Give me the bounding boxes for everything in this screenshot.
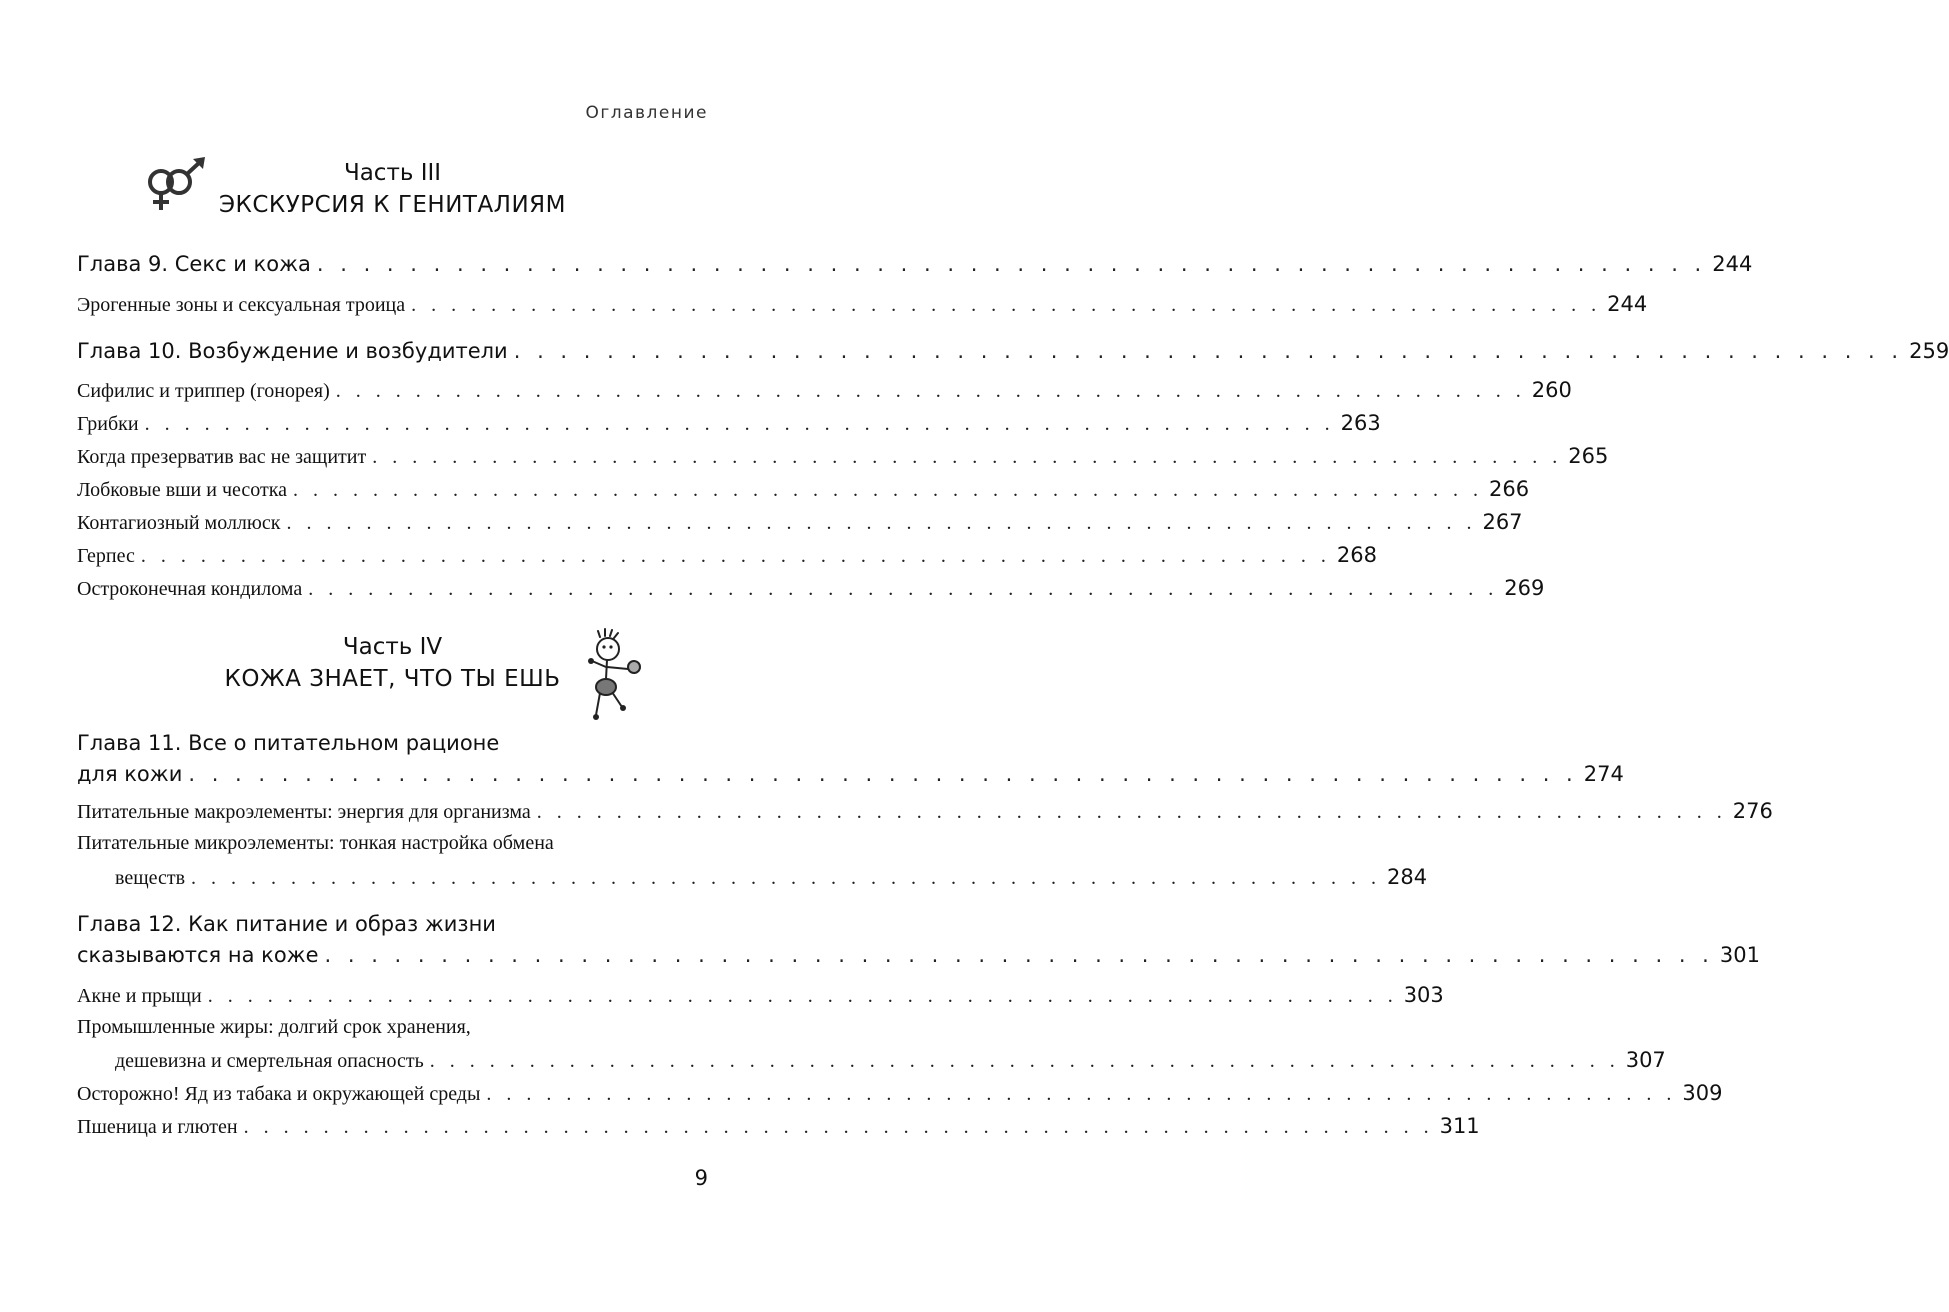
toc-page-number: 265 [1568, 444, 1609, 468]
toc-section-10-5[interactable] [77, 510, 1523, 535]
toc-page-number: 284 [1387, 865, 1428, 889]
toc-section-12-1[interactable] [77, 983, 1444, 1008]
toc-leader-dots: . . . . . . . . . . . . . . . . . . . . . . . . . . . . . . . . . . . . . . . . . . . . . . . . . . . . . . . . . . . . [429, 1050, 1620, 1072]
toc-entry-label: Осторожно! Яд из табака и окружающей среды [77, 1083, 481, 1105]
toc-entry-label: дешевизна и смертельная опасность [115, 1050, 424, 1072]
toc-page-number: 266 [1489, 477, 1530, 501]
toc-page-number: 307 [1625, 1048, 1666, 1072]
toc-section-12-3[interactable] [77, 1081, 1723, 1106]
toc-entry-label: Лобковые вши и чесотка [77, 479, 288, 501]
toc-leader-dots: . . . . . . . . . . . . . . . . . . . . . . . . . . . . . . . . . . . . . . . . . . . . . . . . . . . . . . . . . . . . [144, 413, 1335, 435]
toc-section-11-2[interactable] [115, 865, 1428, 890]
toc-chapter-11-line1[interactable]: Глава 11. Все о питательном рационе [77, 731, 500, 755]
toc-section-10-6[interactable] [77, 543, 1377, 568]
toc-page-number: 268 [1336, 543, 1377, 567]
toc-entry-label: сказываются на коже [77, 943, 319, 967]
toc-page-number: 311 [1439, 1114, 1480, 1138]
toc-leader-dots: . . . . . . . . . . . . . . . . . . . . . . . . . . . . . . . . . . . . . . . . . . . . . . . . . . . . . . . . . . . . [207, 985, 1398, 1007]
running-head: Оглавление [585, 103, 708, 123]
toc-section-10-7[interactable] [77, 576, 1545, 601]
toc-entry-label: Питательные макроэлементы: энергия для организма [77, 801, 531, 823]
toc-page-number: 267 [1482, 510, 1523, 534]
toc-section-11-2-line1[interactable]: Питательные микроэлементы: тонкая настройка обмена [77, 832, 554, 854]
toc-leader-dots: . . . . . . . . . . . . . . . . . . . . . . . . . . . . . . . . . . . . . . . . . . . . . . . . . . . . . . . . . . . . [191, 867, 1382, 889]
toc-entry-label: Остроконечная кондилома [77, 578, 303, 600]
toc-entry-label: Контагиозный моллюск [77, 512, 281, 534]
toc-leader-dots: . . . . . . . . . . . . . . . . . . . . . . . . . . . . . . . . . . . . . . . . . . . . . . . . . . . . . . . . . . . . [243, 1116, 1434, 1138]
toc-leader-dots: . . . . . . . . . . . . . . . . . . . . . . . . . . . . . . . . . . . . . . . . . . . . . . . . . . . . . . . . . . . . [411, 294, 1602, 316]
toc-section-12-4[interactable] [77, 1114, 1480, 1139]
toc-leader-dots: . . . . . . . . . . . . . . . . . . . . . . . . . . . . . . . . . . . . . . . . . . . . . . . . . . . . . . . . . . . . [188, 762, 1578, 786]
stick-figure-icon [578, 627, 648, 725]
toc-page-number: 244 [1607, 292, 1648, 316]
toc-section-12-2-line1[interactable]: Промышленные жиры: долгий срок хранения, [77, 1016, 471, 1038]
toc-page-number: 269 [1504, 576, 1545, 600]
toc-page-number: 244 [1712, 252, 1753, 276]
toc-section-10-1[interactable] [77, 378, 1572, 403]
toc-chapter-9[interactable] [77, 252, 1753, 276]
toc-leader-dots: . . . . . . . . . . . . . . . . . . . . . . . . . . . . . . . . . . . . . . . . . . . . . . . . . . . . . . . . . . . . [536, 801, 1727, 823]
part-4-heading [0, 634, 785, 692]
part-3-number: Часть III [343, 160, 442, 186]
part-3-heading [0, 160, 785, 218]
toc-entry-label: Герпес [77, 545, 135, 567]
page-number: 9 [694, 1166, 708, 1190]
toc-chapter-10[interactable] [77, 339, 1949, 363]
toc-section-10-2[interactable] [77, 411, 1381, 436]
toc-page-number: 309 [1682, 1081, 1723, 1105]
toc-leader-dots: . . . . . . . . . . . . . . . . . . . . . . . . . . . . . . . . . . . . . . . . . . . . . . . . . . . . . . . . . . . . [286, 512, 1477, 534]
part-4-number: Часть IV [342, 634, 443, 660]
toc-section-12-2[interactable] [115, 1048, 1666, 1073]
toc-chapter-11[interactable] [77, 762, 1624, 786]
toc-leader-dots: . . . . . . . . . . . . . . . . . . . . . . . . . . . . . . . . . . . . . . . . . . . . . . . . . . . . . . . . . . . . [293, 479, 1484, 501]
toc-leader-dots: . . . . . . . . . . . . . . . . . . . . . . . . . . . . . . . . . . . . . . . . . . . . . . . . . . . . . . . . . . . . [335, 380, 1526, 402]
toc-entry-label: Сифилис и триппер (гонорея) [77, 380, 330, 402]
toc-entry-label: веществ [115, 867, 186, 889]
toc-page-number: 263 [1340, 411, 1381, 435]
toc-entry-label: Пшеница и глютен [77, 1116, 238, 1138]
toc-leader-dots: . . . . . . . . . . . . . . . . . . . . . . . . . . . . . . . . . . . . . . . . . . . . . . . . . . . . . . . . . . . . [372, 446, 1563, 468]
toc-leader-dots: . . . . . . . . . . . . . . . . . . . . . . . . . . . . . . . . . . . . . . . . . . . . . . . . . . . . . . . . . . . . [324, 943, 1714, 967]
toc-leader-dots: . . . . . . . . . . . . . . . . . . . . . . . . . . . . . . . . . . . . . . . . . . . . . . . . . . . . . . . . . . . . [308, 578, 1499, 600]
toc-leader-dots: . . . . . . . . . . . . . . . . . . . . . . . . . . . . . . . . . . . . . . . . . . . . . . . . . . . . . . . . . . . . [140, 545, 1331, 567]
part-4-title: КОЖА ЗНАЕТ, ЧТО ТЫ ЕШЬ [224, 666, 561, 692]
toc-leader-dots: . . . . . . . . . . . . . . . . . . . . . . . . . . . . . . . . . . . . . . . . . . . . . . . . . . . . . . . . . . . . [513, 339, 1904, 363]
toc-chapter-12-line1[interactable]: Глава 12. Как питание и образ жизни [77, 912, 496, 936]
toc-entry-label: Когда презерватив вас не защитит [77, 446, 367, 468]
toc-entry-label: Глава 10. Возбуждение и возбудители [77, 339, 508, 363]
toc-section-10-3[interactable] [77, 444, 1609, 469]
toc-entry-label: Глава 9. Секс и кожа [77, 252, 311, 276]
toc-page-number: 274 [1583, 762, 1624, 786]
toc-entry-label: для кожи [77, 762, 183, 786]
toc-section-11-1[interactable] [77, 799, 1773, 824]
toc-entry-label: Грибки [77, 413, 139, 435]
toc-section-9-1[interactable] [77, 292, 1648, 317]
toc-section-10-4[interactable] [77, 477, 1530, 502]
toc-chapter-12[interactable] [77, 943, 1760, 967]
toc-page-number: 303 [1403, 983, 1444, 1007]
toc-page-number: 260 [1531, 378, 1572, 402]
toc-page-number: 259 [1909, 339, 1949, 363]
toc-page-number: 276 [1732, 799, 1773, 823]
toc-entry-label: Акне и прыщи [77, 985, 202, 1007]
toc-leader-dots: . . . . . . . . . . . . . . . . . . . . . . . . . . . . . . . . . . . . . . . . . . . . . . . . . . . . . . . . . . . . [316, 252, 1707, 276]
part-3-title: ЭКСКУРСИЯ К ГЕНИТАЛИЯМ [218, 192, 567, 218]
toc-leader-dots: . . . . . . . . . . . . . . . . . . . . . . . . . . . . . . . . . . . . . . . . . . . . . . . . . . . . . . . . . . . . [486, 1083, 1677, 1105]
toc-entry-label: Эрогенные зоны и сексуальная троица [77, 294, 406, 316]
toc-page-number: 301 [1719, 943, 1760, 967]
